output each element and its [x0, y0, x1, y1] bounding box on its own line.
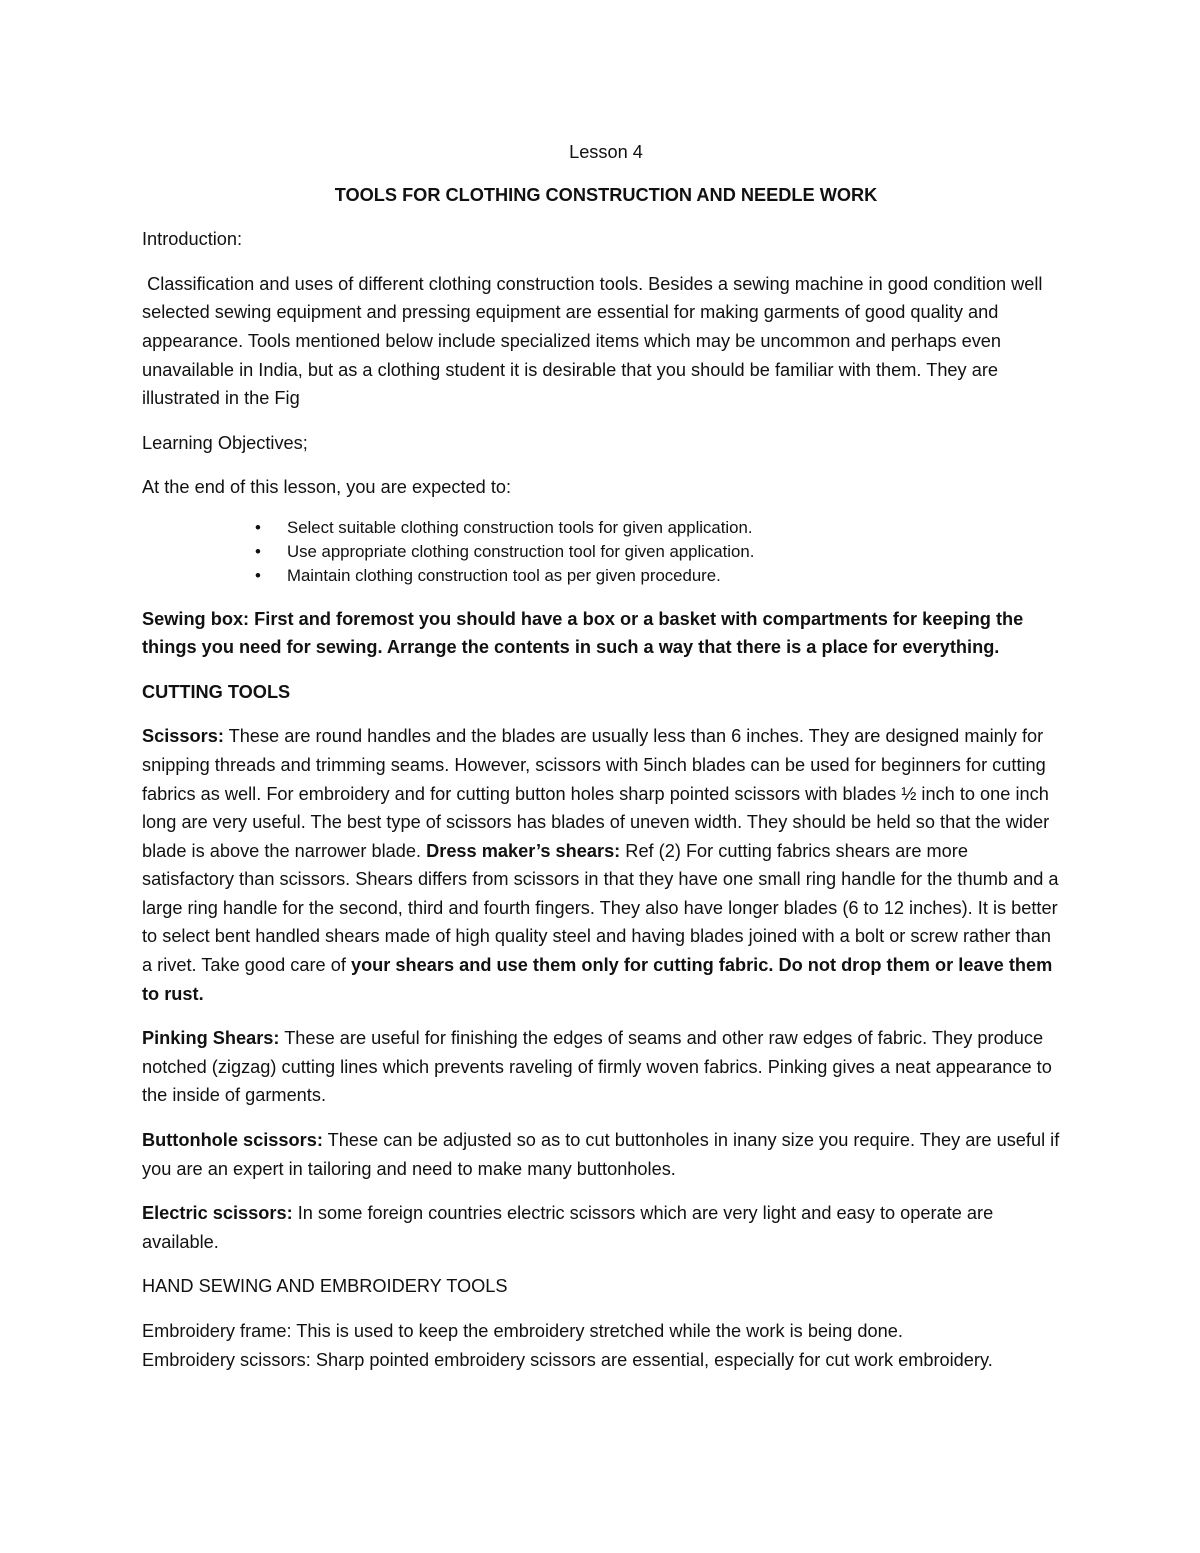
- objectives-intro: At the end of this lesson, you are expected to:: [142, 477, 512, 498]
- shears-label: Dress maker’s shears:: [426, 840, 621, 861]
- list-item: [142, 564, 1062, 588]
- list-item: [142, 540, 1062, 564]
- scissors-paragraph: [142, 722, 1062, 1008]
- cutting-tools-heading: CUTTING TOOLS: [142, 681, 291, 702]
- introduction-paragraph: Classification and uses of different clothing construction tools. Besides a sewing machine in good condition well selected sewing equipment and pressing equipment are essential for making garments of good quality and appearance. Tools mentioned below include specialized items which may be uncommon and perhaps even unavailable in India, but as a clothing student it is desirable that you should be familiar with them. They are illustrated in the Fig: [142, 273, 1048, 409]
- pinking-shears-paragraph: [142, 1024, 1062, 1110]
- pinking-shears-label: Pinking Shears:: [142, 1028, 280, 1049]
- objective-text: Use appropriate clothing construction tool for given application.: [287, 542, 755, 562]
- document-body: [142, 138, 1065, 1374]
- objectives-list: [142, 516, 1062, 589]
- lesson-number: Lesson 4: [569, 142, 643, 162]
- objectives-heading: Learning Objectives;: [142, 432, 308, 453]
- sewing-box-text: First and foremost you should have a box or a basket with compartments for keeping the things you need for sewing. Arrange the contents in such a way that there is a place for everything.: [142, 608, 1029, 658]
- electric-scissors-text: In some foreign countries electric scissors which are very light and easy to operate are available.: [142, 1203, 999, 1252]
- embroidery-scissors-paragraph: Embroidery scissors: Sharp pointed embroidery scissors are essential, especially for cut work embroidery.: [142, 1349, 993, 1370]
- buttonhole-scissors-text: These can be adjusted so as to cut buttonholes in inany size you require. They are useful if you are an expert in tailoring and need to make many buttonholes.: [142, 1130, 1065, 1179]
- sewing-box-label: Sewing box:: [142, 608, 250, 629]
- bullet-icon: •: [255, 517, 261, 537]
- shears-bold-end: your shears and use them only for cutting fabric. Do not drop them or leave them to rust.: [142, 955, 1058, 1004]
- objective-text: Select suitable clothing construction tools for given application.: [287, 517, 753, 537]
- pinking-shears-text: These are useful for finishing the edges of seams and other raw edges of fabric. They produce notched (zigzag) cutting lines which prevents raveling of firmly woven fabrics. Pinking gives a neat appearance to the inside of garments.: [142, 1028, 1057, 1106]
- sewing-box-paragraph: [142, 605, 1062, 662]
- embroidery-frame-paragraph: Embroidery frame: This is used to keep the embroidery stretched while the work is being done.: [142, 1321, 903, 1342]
- hand-sewing-heading: HAND SEWING AND EMBROIDERY TOOLS: [142, 1276, 508, 1297]
- introduction-heading: Introduction:: [142, 229, 243, 250]
- buttonhole-scissors-label: Buttonhole scissors:: [142, 1130, 323, 1151]
- scissors-label: Scissors:: [142, 726, 224, 747]
- electric-scissors-label: Electric scissors:: [142, 1203, 293, 1224]
- bullet-icon: •: [255, 566, 261, 586]
- shears-text: Ref (2) For cutting fabrics shears are more satisfactory than scissors. Shears differs from scissors in that they have one small ring handle for the thumb and a large ring handle for the second, third and fourth fingers. They also have longer blades (6 to 12 inches). It is better to select bent handled shears made of high quality steel and having blades joined with a bolt or screw rather than a rivet. Take good care of: [142, 840, 1064, 976]
- document-title: TOOLS FOR CLOTHING CONSTRUCTION AND NEEDLE WORK: [334, 184, 878, 205]
- electric-scissors-paragraph: [142, 1199, 1062, 1256]
- bullet-icon: •: [255, 542, 261, 562]
- buttonhole-scissors-paragraph: [142, 1126, 1065, 1183]
- scissors-text: These are round handles and the blades are usually less than 6 inches. They are designed mainly for snipping threads and trimming seams. However, scissors with 5inch blades can be used for beginners for cutting fabrics as well. For embroidery and for cutting button holes sharp pointed scissors with blades ½ inch to one inch long are very useful. The best type of scissors has blades of uneven width. They should be held so that the wider blade is above the narrower blade.: [142, 726, 1055, 861]
- objective-text: Maintain clothing construction tool as per given procedure.: [287, 566, 721, 586]
- list-item: [142, 516, 1062, 540]
